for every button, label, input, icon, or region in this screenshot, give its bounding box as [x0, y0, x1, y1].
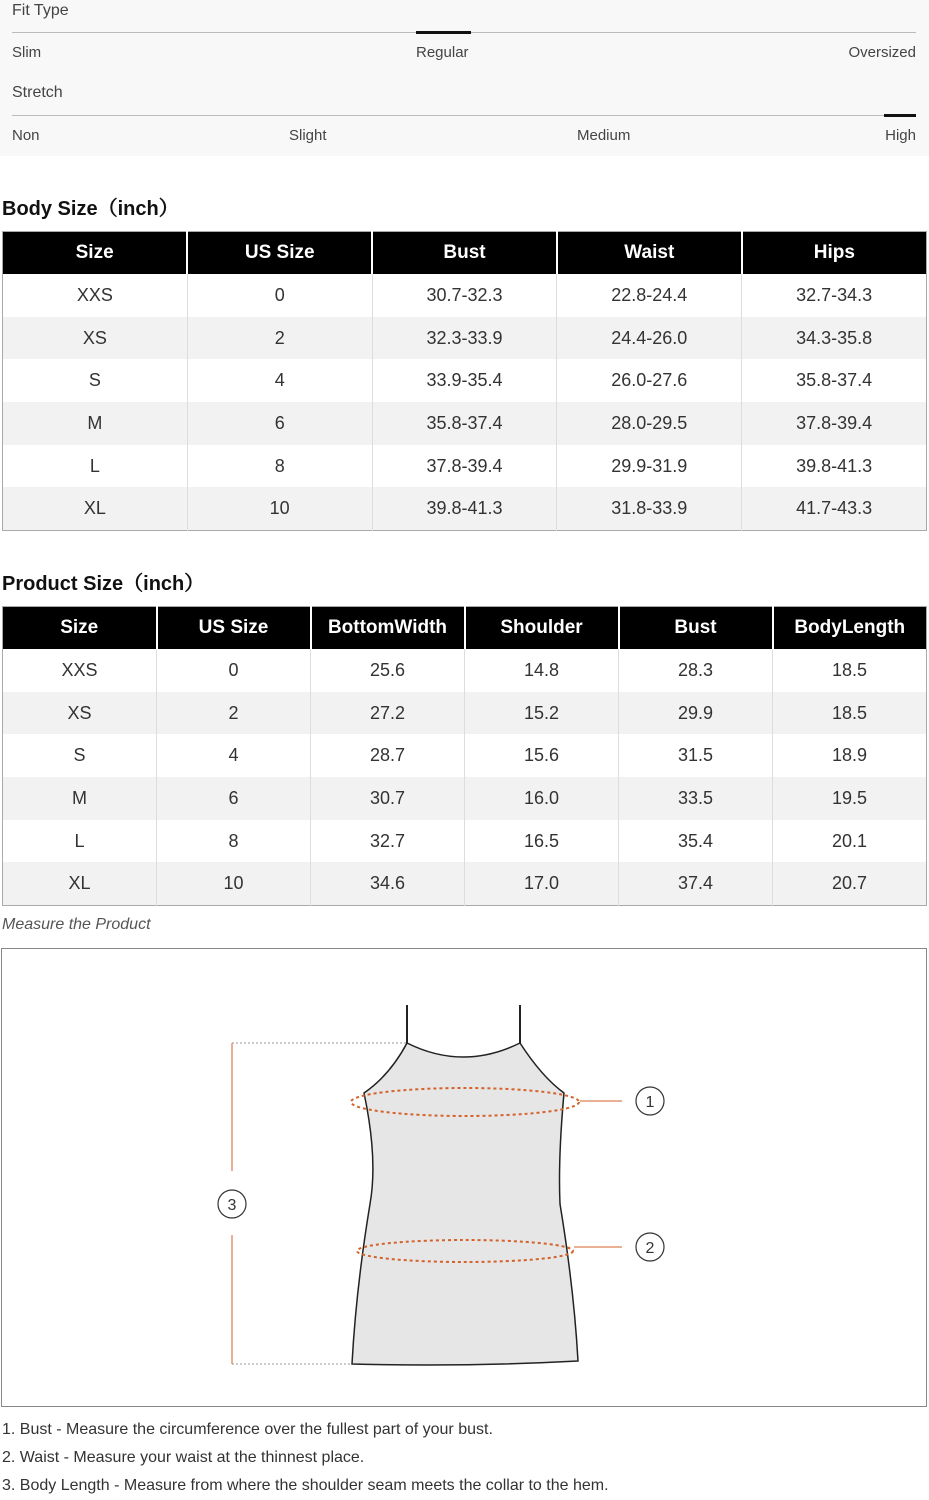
- table-cell: XL: [3, 487, 188, 530]
- table-cell: 34.3-35.8: [742, 317, 927, 360]
- table-cell: 0: [157, 649, 311, 692]
- table-cell: 30.7-32.3: [372, 274, 557, 317]
- table-cell: 16.5: [465, 820, 619, 863]
- table-cell: 10: [187, 487, 372, 530]
- table-cell: XS: [3, 317, 188, 360]
- table-cell: 41.7-43.3: [742, 487, 927, 530]
- column-header: Bust: [619, 607, 773, 650]
- table-row: [3, 487, 927, 530]
- fit-type-label-slim: Slim: [12, 44, 42, 61]
- table-cell: 39.8-41.3: [742, 445, 927, 488]
- table-cell: 29.9-31.9: [557, 445, 742, 488]
- table-cell: 25.6: [311, 649, 465, 692]
- table-header-row: [3, 232, 927, 275]
- stretch-label-slight: Slight: [289, 127, 327, 144]
- table-cell: 33.5: [619, 777, 773, 820]
- table-cell: 17.0: [465, 862, 619, 905]
- table-cell: 20.7: [773, 862, 927, 905]
- table-row: [3, 274, 927, 317]
- table-cell: 18.5: [773, 692, 927, 735]
- table-cell: 24.4-26.0: [557, 317, 742, 360]
- fit-type-selected-marker: [416, 31, 471, 34]
- table-cell: 8: [157, 820, 311, 863]
- table-cell: L: [89, 455, 100, 476]
- column-header: Waist: [557, 232, 742, 275]
- table-cell: 16.0: [465, 777, 619, 820]
- table-cell: 2: [187, 317, 372, 360]
- note-bust: 1. Bust - Measure the circumference over the fullest part of your bust.: [2, 1421, 493, 1438]
- table-row: [3, 359, 927, 402]
- table-cell: 26.0-27.6: [557, 359, 742, 402]
- table-cell: XXS: [76, 284, 113, 305]
- table-cell: 35.8-37.4: [372, 402, 557, 445]
- table-cell: 2: [157, 692, 311, 735]
- table-cell: 19.5: [773, 777, 927, 820]
- stretch-label-high: High: [885, 127, 916, 144]
- table-cell: 14.8: [465, 649, 619, 692]
- table-row: [3, 317, 927, 360]
- table-header-row: [3, 607, 927, 650]
- table-cell: 32.3-33.9: [372, 317, 557, 360]
- stretch-selected-marker: [884, 114, 916, 117]
- table-cell: S: [73, 745, 86, 766]
- table-cell: M: [3, 402, 188, 445]
- fit-type-title: Fit Type: [12, 2, 69, 19]
- stretch-scale-line: [12, 115, 916, 116]
- table-cell: 6: [157, 777, 311, 820]
- measure-caption: Measure the Product: [2, 916, 151, 933]
- table-cell: 32.7-34.3: [742, 274, 927, 317]
- table-cell: XS: [3, 692, 157, 735]
- column-header: BottomWidth: [311, 607, 465, 650]
- table-cell: 28.7: [311, 734, 465, 777]
- column-header: US Size: [157, 607, 311, 650]
- table-cell: 30.7: [311, 777, 465, 820]
- table-cell: 4: [157, 734, 311, 777]
- table-cell: XL: [3, 862, 157, 905]
- table-cell: S: [88, 370, 101, 391]
- table-cell: 0: [187, 274, 372, 317]
- fit-type-label-oversized: Oversized: [848, 44, 916, 61]
- table-cell: 22.8-24.4: [557, 274, 742, 317]
- table-cell: 15.6: [465, 734, 619, 777]
- table-row: [3, 402, 927, 445]
- table-cell: L: [74, 830, 85, 851]
- note-waist: 2. Waist - Measure your waist at the thinnest place.: [2, 1449, 365, 1466]
- table-cell: 28.0-29.5: [557, 402, 742, 445]
- stretch-label-non: Non: [12, 127, 40, 144]
- table-cell: 18.5: [773, 649, 927, 692]
- table-cell: 20.1: [773, 820, 927, 863]
- column-header: Size: [3, 232, 188, 275]
- marker-3-label: 3: [227, 1197, 237, 1214]
- table-row: [3, 692, 927, 735]
- stretch-title: Stretch: [12, 84, 63, 101]
- table-row: [3, 820, 927, 863]
- marker-2-label: 2: [645, 1240, 655, 1257]
- column-header: Bust: [372, 232, 557, 275]
- column-header: BodyLength: [773, 607, 927, 650]
- table-row: [3, 445, 927, 488]
- table-row: [3, 777, 927, 820]
- body-size-table: [2, 231, 927, 531]
- column-header: Shoulder: [465, 607, 619, 650]
- table-cell: 34.6: [311, 862, 465, 905]
- table-cell: 10: [157, 862, 311, 905]
- measure-diagram: [1, 948, 927, 1407]
- fit-type-label-regular: Regular: [416, 44, 469, 61]
- column-header: US Size: [187, 232, 372, 275]
- fit-stretch-panel: [0, 0, 929, 156]
- table-cell: 18.9: [773, 734, 927, 777]
- table-cell: 37.8-39.4: [742, 402, 927, 445]
- table-row: [3, 649, 927, 692]
- table-cell: 33.9-35.4: [372, 359, 557, 402]
- body-size-title: Body Size（inch）: [2, 198, 179, 220]
- marker-1-label: 1: [645, 1094, 655, 1111]
- table-cell: 15.2: [465, 692, 619, 735]
- table-cell: 35.4: [619, 820, 773, 863]
- table-cell: 28.3: [619, 649, 773, 692]
- table-row: [3, 734, 927, 777]
- table-cell: 29.9: [619, 692, 773, 735]
- table-cell: 4: [187, 359, 372, 402]
- table-cell: 37.8-39.4: [372, 445, 557, 488]
- table-cell: 32.7: [311, 820, 465, 863]
- table-cell: M: [3, 777, 157, 820]
- camisole-illustration: [2, 949, 926, 1406]
- table-cell: XXS: [61, 659, 98, 680]
- column-header: Hips: [742, 232, 927, 275]
- table-row: [3, 862, 927, 905]
- product-size-table: [2, 606, 927, 906]
- table-cell: 27.2: [311, 692, 465, 735]
- table-cell: 37.4: [619, 862, 773, 905]
- table-cell: 31.8-33.9: [557, 487, 742, 530]
- note-body-length: 3. Body Length - Measure from where the shoulder seam meets the collar to the hem.: [2, 1477, 609, 1494]
- stretch-label-medium: Medium: [577, 127, 631, 144]
- table-cell: 8: [187, 445, 372, 488]
- table-cell: 31.5: [619, 734, 773, 777]
- table-cell: 35.8-37.4: [742, 359, 927, 402]
- table-cell: 39.8-41.3: [372, 487, 557, 530]
- table-cell: 6: [187, 402, 372, 445]
- column-header: Size: [3, 607, 157, 650]
- product-size-title: Product Size（inch）: [2, 573, 205, 595]
